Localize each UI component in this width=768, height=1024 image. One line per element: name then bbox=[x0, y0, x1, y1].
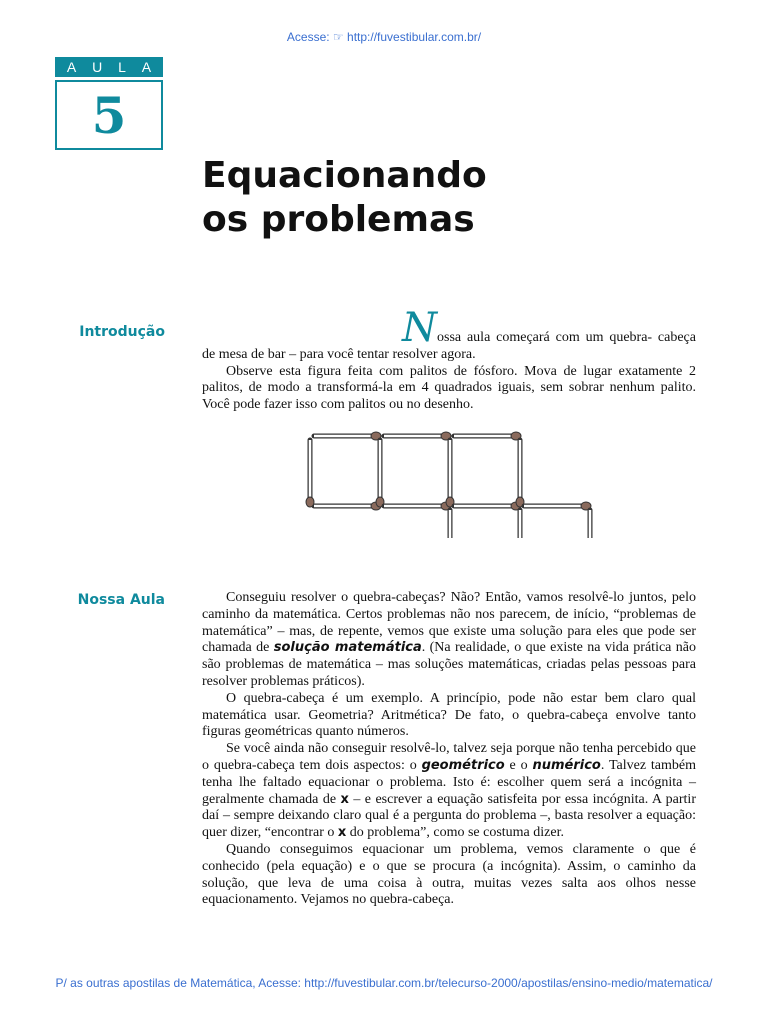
top-site-link[interactable]: Acesse: ☞ http://fuvestibular.com.br/ bbox=[286, 30, 482, 44]
section-heading-introducao: Introdução bbox=[79, 324, 165, 340]
p3-text-a: Se você ainda não conseguir resolvê-lo, talvez seja porque não tenha percebido que o quebra-cabeça tem dois aspectos: o bbox=[202, 741, 696, 773]
p3-text-e: do problema”, como se costuma dizer. bbox=[346, 825, 564, 841]
intro-paragraph-1 bbox=[202, 305, 696, 364]
variable-x: x bbox=[337, 825, 347, 841]
lesson-label bbox=[55, 57, 163, 77]
matchstick-icon bbox=[314, 432, 381, 440]
lesson-label-letter: U bbox=[92, 59, 103, 75]
keyword-numerico: numérico bbox=[532, 757, 601, 773]
title-line-1: Equacionando bbox=[202, 155, 487, 196]
matchstick-icon bbox=[516, 440, 524, 507]
matchstick-icon bbox=[376, 440, 384, 507]
lesson-label-letter: L bbox=[118, 59, 126, 75]
matchstick-icon bbox=[306, 440, 314, 507]
lesson-number: 5 bbox=[55, 80, 163, 150]
matchstick-icon bbox=[586, 510, 594, 538]
matchstick-icon bbox=[516, 510, 524, 538]
p3-text-c: . Talvez também tenha lhe faltado equacionar o problema. Isto é: escolher quem será a incógnita – geralmente chamada de bbox=[202, 757, 697, 807]
intro-paragraph-2: Observe esta figura feita com palitos de fósforo. Mova de lugar exatamente 2 palitos, de modo a transformá-la em 4 quadrados iguais, sem sobrar nenhum palito. Você pode fazer isso com palitos ou no desenho. bbox=[202, 363, 696, 413]
page-title bbox=[202, 154, 702, 242]
matchstick-icon bbox=[384, 432, 451, 440]
nossa-aula-paragraph-4: Quando conseguimos equacionar um problema, vemos claramente o que é conhecido (pela equação) e o que se procura (a incógnita). Assim, o caminho da solução, que leva de uma coisa à outra, muitas vezes salta aos olhos nesse equacionamento. Vejamos no quebra-cabeça. bbox=[202, 841, 696, 908]
nossa-aula-paragraph-3 bbox=[202, 741, 696, 842]
matchstick-icon bbox=[524, 502, 591, 510]
nossa-aula-paragraph-2: O quebra-cabeça é um exemplo. A princípio, pode não estar bem claro qual matemática usar. Geometria? Aritmética? De fato, o quebra-cabeça envolve tanto figuras geométricas quanto números. bbox=[202, 690, 696, 740]
keyword-solucao-matematica: solução matemática bbox=[273, 640, 422, 656]
matchstick-icon bbox=[314, 502, 381, 510]
section-heading-nossa-aula: Nossa Aula bbox=[77, 592, 165, 608]
lesson-label-letter: A bbox=[66, 59, 77, 75]
matchstick-icon bbox=[454, 432, 521, 440]
lesson-label-letter: A bbox=[141, 59, 152, 75]
footer-link[interactable]: P/ as outras apostilas de Matemática, Acesse: http://fuvestibular.com.br/telecurso-2000/apostilas/ensino-medio/matematica/ bbox=[55, 976, 713, 990]
title-line-2: os problemas bbox=[202, 199, 475, 240]
matchstick-icon bbox=[454, 502, 521, 510]
matchstick-icon bbox=[384, 502, 451, 510]
drop-cap: N bbox=[402, 305, 437, 351]
intro-text bbox=[202, 305, 696, 414]
matchstick-icon bbox=[446, 510, 454, 538]
nossa-aula-paragraph-1 bbox=[202, 590, 696, 691]
p3-text-d: – e escrever a equação satisfeita por essa incógnita. A partir daí – sempre deixando claro qual é a pergunta do problema –, basta resolver a equação: quer dizer, “encontrar o bbox=[202, 791, 696, 841]
nossa-aula-text bbox=[202, 590, 696, 909]
keyword-geometrico: geométrico bbox=[421, 757, 505, 773]
p1-text-b: . (Na realidade, o que existe na vida prática não são problemas de matemática – mas soluções matemáticas, criadas pelas pessoas para resolver problemas práticos). bbox=[202, 640, 696, 689]
p3-text-b: e o bbox=[504, 757, 533, 773]
variable-x: x bbox=[340, 791, 349, 807]
p1-text-a: Conseguiu resolver o quebra-cabeças? Não? Então, vamos resolvê-lo juntos, pelo caminho da matemática. Certos problemas não nos parecem, de início, “problemas de matemática” – mas, de repente, vemos que existe uma solução para eles que pode ser chamada de bbox=[202, 590, 696, 656]
matchstick-icon bbox=[446, 440, 454, 507]
matchstick-figure bbox=[300, 428, 600, 538]
intro-p1-text: ossa aula começará com um quebra- cabeça de mesa de bar – para você tentar resolver agora. bbox=[202, 330, 696, 362]
